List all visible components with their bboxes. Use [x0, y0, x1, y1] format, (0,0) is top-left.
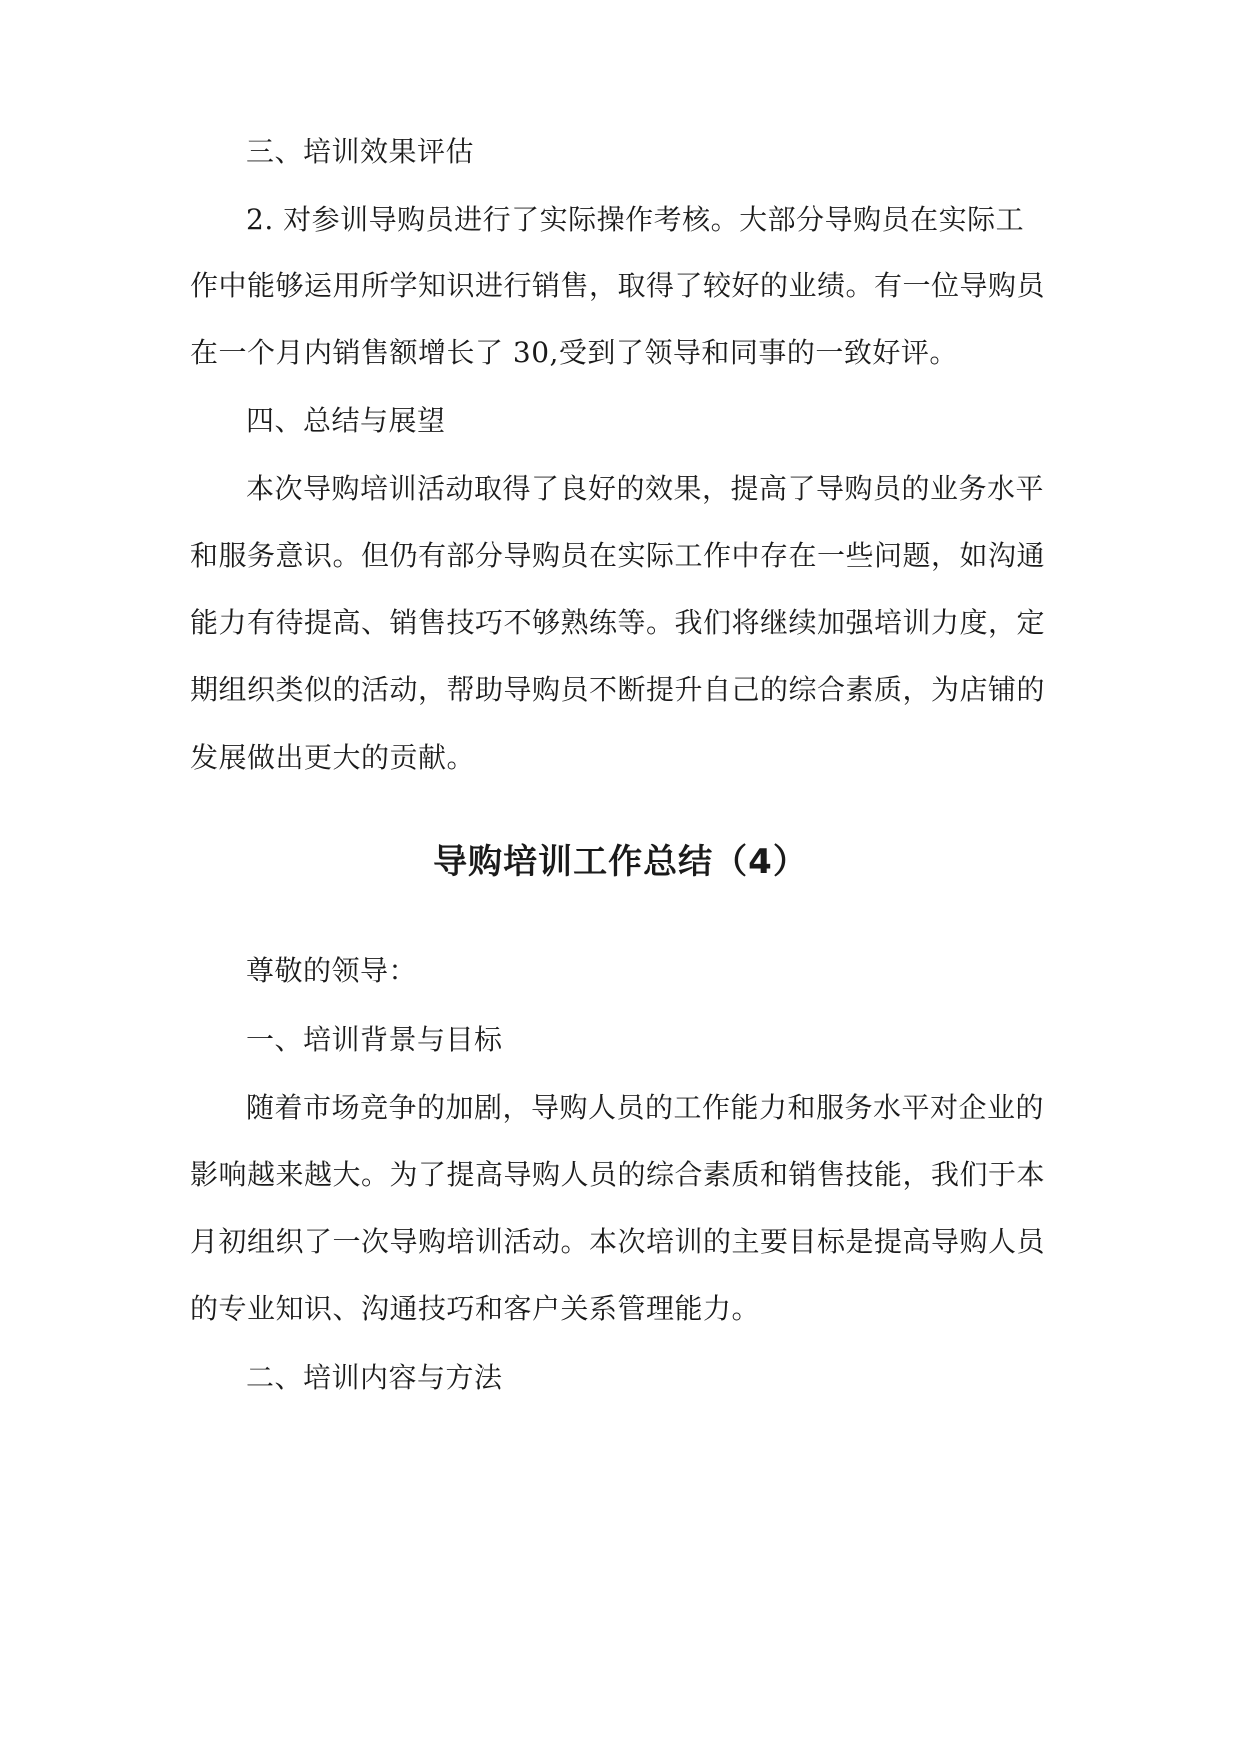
- paragraph-line: 的专业知识、沟通技巧和客户关系管理能力。: [190, 1292, 761, 1325]
- paragraph-line: 月初组织了一次导购培训活动。本次培训的主要目标是提高导购人员: [190, 1225, 1046, 1258]
- paragraph-line: 期组织类似的活动，帮助导购员不断提升自己的综合素质，为店铺的: [190, 673, 1046, 706]
- salutation: 尊敬的领导：: [246, 954, 418, 987]
- section-heading-background: 一、培训背景与目标: [246, 1023, 503, 1056]
- paragraph-line: 本次导购培训活动取得了良好的效果，提高了导购员的业务水平: [246, 472, 1045, 505]
- section-heading-summary: 四、总结与展望: [246, 404, 446, 437]
- paragraph-line: 随着市场竞争的加剧，导购人员的工作能力和服务水平对企业的: [246, 1091, 1045, 1124]
- paragraph-line: 发展做出更大的贡献。: [190, 741, 476, 774]
- document-title: 导购培训工作总结（4）: [433, 842, 808, 882]
- paragraph-line: 在一个月内销售额增长了 30,受到了领导和同事的一致好评。: [190, 336, 958, 369]
- paragraph-line: 能力有待提高、销售技巧不够熟练等。我们将继续加强培训力度，定: [190, 606, 1046, 639]
- paragraph-line: 影响越来越大。为了提高导购人员的综合素质和销售技能，我们于本: [190, 1158, 1046, 1191]
- paragraph-line: 和服务意识。但仍有部分导购员在实际工作中存在一些问题，如沟通: [190, 539, 1046, 572]
- section-heading-content-method: 二、培训内容与方法: [246, 1361, 503, 1394]
- section-heading-evaluation: 三、培训效果评估: [246, 135, 475, 168]
- paragraph-line: 2. 对参训导购员进行了实际操作考核。大部分导购员在实际工: [246, 203, 1025, 236]
- paragraph-line: 作中能够运用所学知识进行销售，取得了较好的业绩。有一位导购员: [190, 269, 1046, 302]
